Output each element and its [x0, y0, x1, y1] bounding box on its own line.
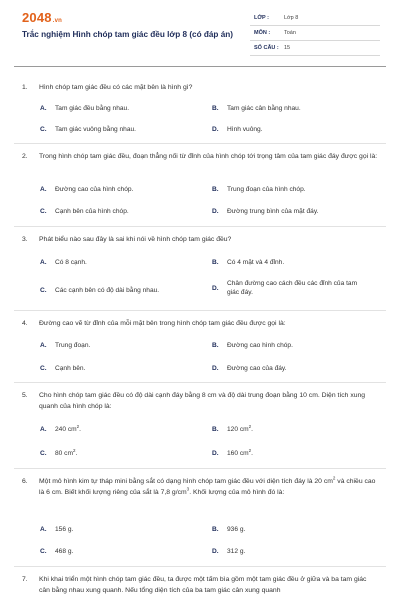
option-letter: D. [212, 126, 219, 133]
option-letter: C. [40, 450, 47, 457]
option-letter: C. [40, 548, 47, 555]
question-divider [14, 468, 386, 469]
option-text: 156 g. [55, 526, 74, 533]
logo-text: 2048 [22, 10, 52, 25]
meta-key: LỚP : [254, 15, 269, 21]
option-text: Các cạnh bên có độ dài bằng nhau. [55, 287, 160, 294]
question-number: 5. [22, 392, 28, 399]
option-letter: B. [212, 105, 219, 112]
question-number: 3. [22, 236, 28, 243]
question-text: Một mô hình kim tự tháp mini bằng sắt có dạng hình chóp tam giác đều với diện tích đáy là 20 $cm^2$ và chiều cao là 6 cm. Biết khối lượng riêng của sắt là 7,8 $g/cm^3$. Khối lượng của mô hình đó là: [39, 475, 376, 496]
question-divider [14, 226, 386, 227]
question-text: Cho hình chóp tam giác đều có độ dài cạnh đáy bằng 8 cm và độ dài trung đoạn bằng 10 cm. Diện tích xung quanh của hình chóp là: [39, 392, 366, 410]
option-text: Tam giác cân bằng nhau. [227, 105, 301, 112]
option-letter: D. [212, 548, 219, 555]
logo-suffix: .vn [52, 18, 63, 24]
option-text: 936 g. [227, 526, 246, 533]
meta-value: 15 [284, 45, 291, 51]
option-text: Trung đoạn của hình chóp. [227, 186, 306, 193]
option-letter: B. [212, 259, 219, 266]
question-number: 7. [22, 576, 28, 583]
option-text: Đường cao hình chóp. [227, 342, 293, 349]
option-letter: C. [40, 126, 47, 133]
option-text: Tam giác đều bằng nhau. [55, 105, 130, 112]
option-text: Hình vuông. [227, 126, 263, 133]
option-text: Cạnh bên. [55, 365, 86, 372]
question-text: Đường cao vẽ từ đỉnh của mỗi mặt bên trong hình chóp tam giác đều được gọi là: [39, 320, 286, 327]
meta-value: Toán [284, 30, 296, 36]
option-letter: A. [40, 259, 47, 266]
option-text: 312 g. [227, 548, 246, 555]
option-text: Trung đoạn. [55, 342, 91, 349]
question-text: Khi khai triển một hình chóp tam giác đều, ta được một tấm bìa gồm một tam giác đều ở giữa và ba tam giác cân bằng nhau xung quanh. Nếu tổng diện tích của ba tam giác cân xung quanh [39, 576, 367, 594]
meta-key: MÔN : [254, 30, 271, 36]
question-number: 6. [22, 478, 28, 485]
option-letter: A. [40, 342, 47, 349]
option-letter: A. [40, 105, 47, 112]
option-letter: C. [40, 365, 47, 372]
option-text: 120 $cm^2$. [227, 423, 253, 433]
option-letter: D. [212, 365, 219, 372]
option-text: Tam giác vuông bằng nhau. [55, 126, 137, 133]
option-letter: D. [212, 208, 219, 215]
option-text: Đường trung bình của mặt đáy. [227, 208, 319, 215]
question-text: Phát biểu nào sau đây là sai khi nói về hình chóp tam giác đều? [39, 236, 232, 243]
question-number: 1. [22, 84, 28, 91]
option-text: 80 $cm^2$. [55, 447, 78, 457]
option-letter: A. [40, 526, 47, 533]
option-text: Cạnh bên của hình chóp. [55, 208, 129, 215]
question-divider [14, 566, 386, 567]
question-number: 2. [22, 153, 28, 160]
option-letter: B. [212, 342, 219, 349]
page-title: Trắc nghiệm Hình chóp tam giác đều lớp 8 (có đáp án) [22, 30, 233, 39]
question-number: 4. [22, 320, 28, 327]
option-text: Có 4 mặt và 4 đỉnh. [227, 259, 285, 266]
option-letter: D. [212, 285, 219, 292]
option-letter: B. [212, 186, 219, 193]
option-letter: A. [40, 186, 47, 193]
option-letter: B. [212, 426, 219, 433]
option-text: Đường cao của đáy. [227, 365, 287, 372]
question-divider [14, 382, 386, 383]
meta-value: Lớp 8 [284, 15, 299, 21]
option-text: 240 $cm^2$. [55, 423, 81, 433]
option-letter: D. [212, 450, 219, 457]
meta-key: SỐ CÂU : [254, 45, 279, 51]
question-text: Trong hình chóp tam giác đều, đoạn thẳng nối từ đỉnh của hình chóp tới trọng tâm của tam giác đáy được gọi là: [39, 153, 378, 160]
option-text: 160 $cm^2$. [227, 447, 253, 457]
option-letter: C. [40, 287, 47, 294]
option-letter: A. [40, 426, 47, 433]
question-text: Hình chóp tam giác đều có các mặt bên là hình gì? [39, 84, 193, 91]
option-letter: B. [212, 526, 219, 533]
option-text: Đường cao của hình chóp. [55, 186, 134, 193]
option-letter: C. [40, 208, 47, 215]
option-text: Chân đường cao cách đều các đỉnh của tam giác đáy. [227, 280, 358, 296]
question-divider [14, 310, 386, 311]
option-text: Có 8 cạnh. [55, 259, 87, 266]
option-text: 468 g. [55, 548, 74, 555]
question-divider [14, 143, 386, 144]
